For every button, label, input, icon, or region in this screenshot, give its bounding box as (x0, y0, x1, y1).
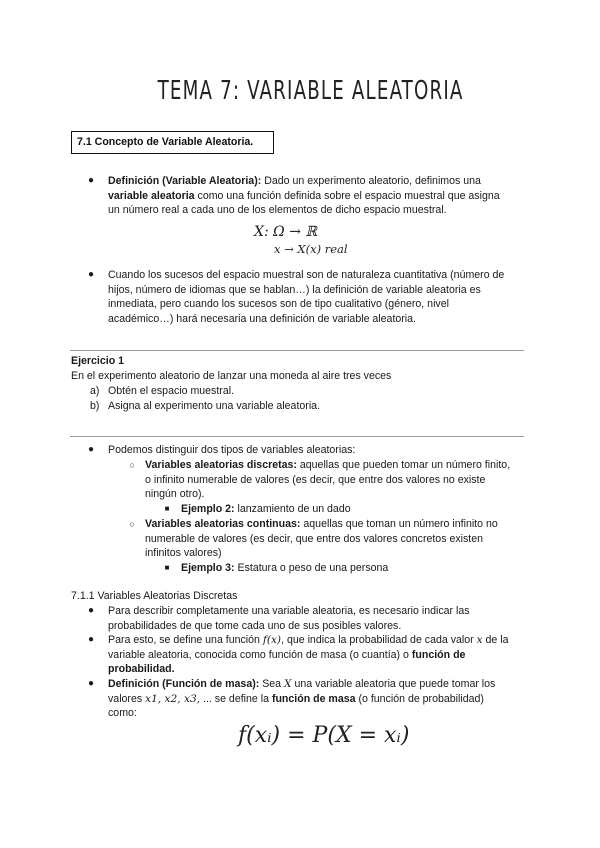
page-title: TEMA 7: VARIABLE ALEATORIA (157, 76, 464, 106)
bullet-dot: ● (87, 175, 95, 186)
paragraph-line: inmediata, pero cuando los sucesos son de tipo cualitativo (género, nivel (108, 298, 449, 310)
exercise-item: Obtén el espacio muestral. (108, 385, 235, 397)
paragraph-line: académico…) hará necesaria una definición de variable aleatoria. (108, 312, 416, 325)
funcion-probabilidad-term-2: probabilidad. (108, 663, 175, 675)
discrete-label: Variables aleatorias discretas: (145, 459, 297, 471)
sub-bullet-circle: ○ (129, 519, 135, 529)
paragraph-line: Cuando los sucesos del espacio muestral son de naturaleza cuantitativa (número de (108, 269, 505, 281)
variable-aleatoria-term: variable aleatoria (108, 189, 195, 202)
exercise-item-marker: a) (90, 385, 100, 397)
mass-function-paragraph (108, 677, 538, 721)
x-symbol: x (476, 634, 483, 646)
paragraph-text: como: (108, 707, 137, 719)
subsection-heading: 7.1.1 Variables Aleatorias Discretas (71, 590, 238, 602)
types-intro: Podemos distinguir dos tipos de variables aleatorias: (108, 444, 356, 456)
continuous-label: Variables aleatorias continuas: (145, 518, 301, 530)
cuantitativa-paragraph (108, 268, 538, 326)
X-symbol: X (284, 678, 292, 690)
mass-definition-label: Definición (Función de masa): (108, 678, 260, 690)
discrete-text-2: o infinito numerable de valores (es decir, que entre dos valores no existe (145, 473, 486, 486)
function-paragraph (108, 633, 538, 677)
values-symbols: x1, x2, x3, (145, 692, 201, 705)
paragraph-text: variable aleatoria, conocida como función de masa (o cuantía) o (108, 648, 412, 661)
paragraph-text: (o función de probabilidad) (355, 692, 484, 705)
continuous-text-3: infinitos valores) (145, 547, 222, 559)
paragraph-text: Sea (259, 678, 285, 690)
divider (70, 350, 524, 351)
example-2-text: lanzamiento de un dado (234, 503, 351, 515)
definition-text-3: un número real a cada uno de los elementos de dicho espacio muestral. (108, 204, 447, 216)
example-3 (181, 561, 388, 576)
paragraph-text: valores (108, 692, 146, 705)
fx-symbol: f(x) (262, 634, 282, 646)
continuous-paragraph (145, 517, 535, 561)
bullet-dot: ● (87, 269, 95, 280)
example-3-text: Estatura o peso de una persona (234, 562, 389, 574)
discrete-text-3: ningún otro). (145, 488, 205, 500)
discrete-text: aquellas que pueden tomar un número finito, (296, 459, 511, 471)
formula-mapping: X: Ω → ℝ (254, 224, 318, 240)
exercise-item: Asigna al experimento una variable aleatoria. (108, 400, 321, 412)
exercise-intro: En el experimento aleatorio de lanzar una moneda al aire tres veces (71, 370, 392, 382)
section-heading-box: 7.1 Concepto de Variable Aleatoria. (71, 131, 274, 154)
continuous-text: aquellas que toman un número infinito no (300, 518, 498, 530)
formula-mapping-2: x → X(x) real (274, 242, 348, 256)
sub-bullet-circle: ○ (129, 460, 135, 470)
continuous-text-2: numerable de valores (es decir, que entre dos valores concretos existen (145, 532, 484, 545)
funcion-masa-term: función de masa (271, 692, 356, 705)
example-2 (181, 502, 351, 517)
example-2-label: Ejemplo 2: (181, 503, 235, 515)
square-bullet: ■ (164, 504, 170, 513)
paragraph-text: ... se define la (200, 692, 272, 705)
bullet-dot: ● (87, 678, 95, 689)
exercise-heading: Ejercicio 1 (71, 355, 124, 367)
mass-function-formula: f(xᵢ) = P(X = xᵢ) (238, 723, 410, 748)
example-3-label: Ejemplo 3: (181, 562, 235, 574)
paragraph-text: , que indica la probabilidad de cada valor (281, 634, 477, 646)
discrete-paragraph (145, 458, 535, 502)
paragraph-text: Para esto, se define una función (108, 634, 263, 646)
divider (70, 436, 524, 437)
paragraph-text: una variable aleatoria que puede tomar los (291, 678, 496, 690)
bullet-dot: ● (87, 634, 95, 645)
funcion-probabilidad-term: función de (411, 648, 466, 661)
definition-label: Definición (Variable Aleatoria): (108, 175, 262, 187)
definition-paragraph (108, 174, 528, 218)
describe-paragraph (108, 604, 538, 633)
bullet-dot: ● (87, 605, 95, 616)
bullet-dot: ● (87, 444, 95, 455)
paragraph-line: hijos, número de idiomas que se hablan…) la definición de variable aleatoria es (108, 283, 481, 296)
definition-text: Dado un experimento aleatorio, definimos una (261, 175, 481, 187)
definition-text-2: como una función definida sobre el espacio muestral que asigna (194, 189, 500, 202)
paragraph-line: Para describir completamente una variable aleatoria, es necesario indicar las (108, 605, 470, 617)
paragraph-line: probabilidades de que tome cada uno de sus posibles valores. (108, 619, 402, 632)
exercise-item-marker: b) (90, 400, 100, 412)
paragraph-text: de la (482, 634, 509, 646)
square-bullet: ■ (164, 563, 170, 572)
